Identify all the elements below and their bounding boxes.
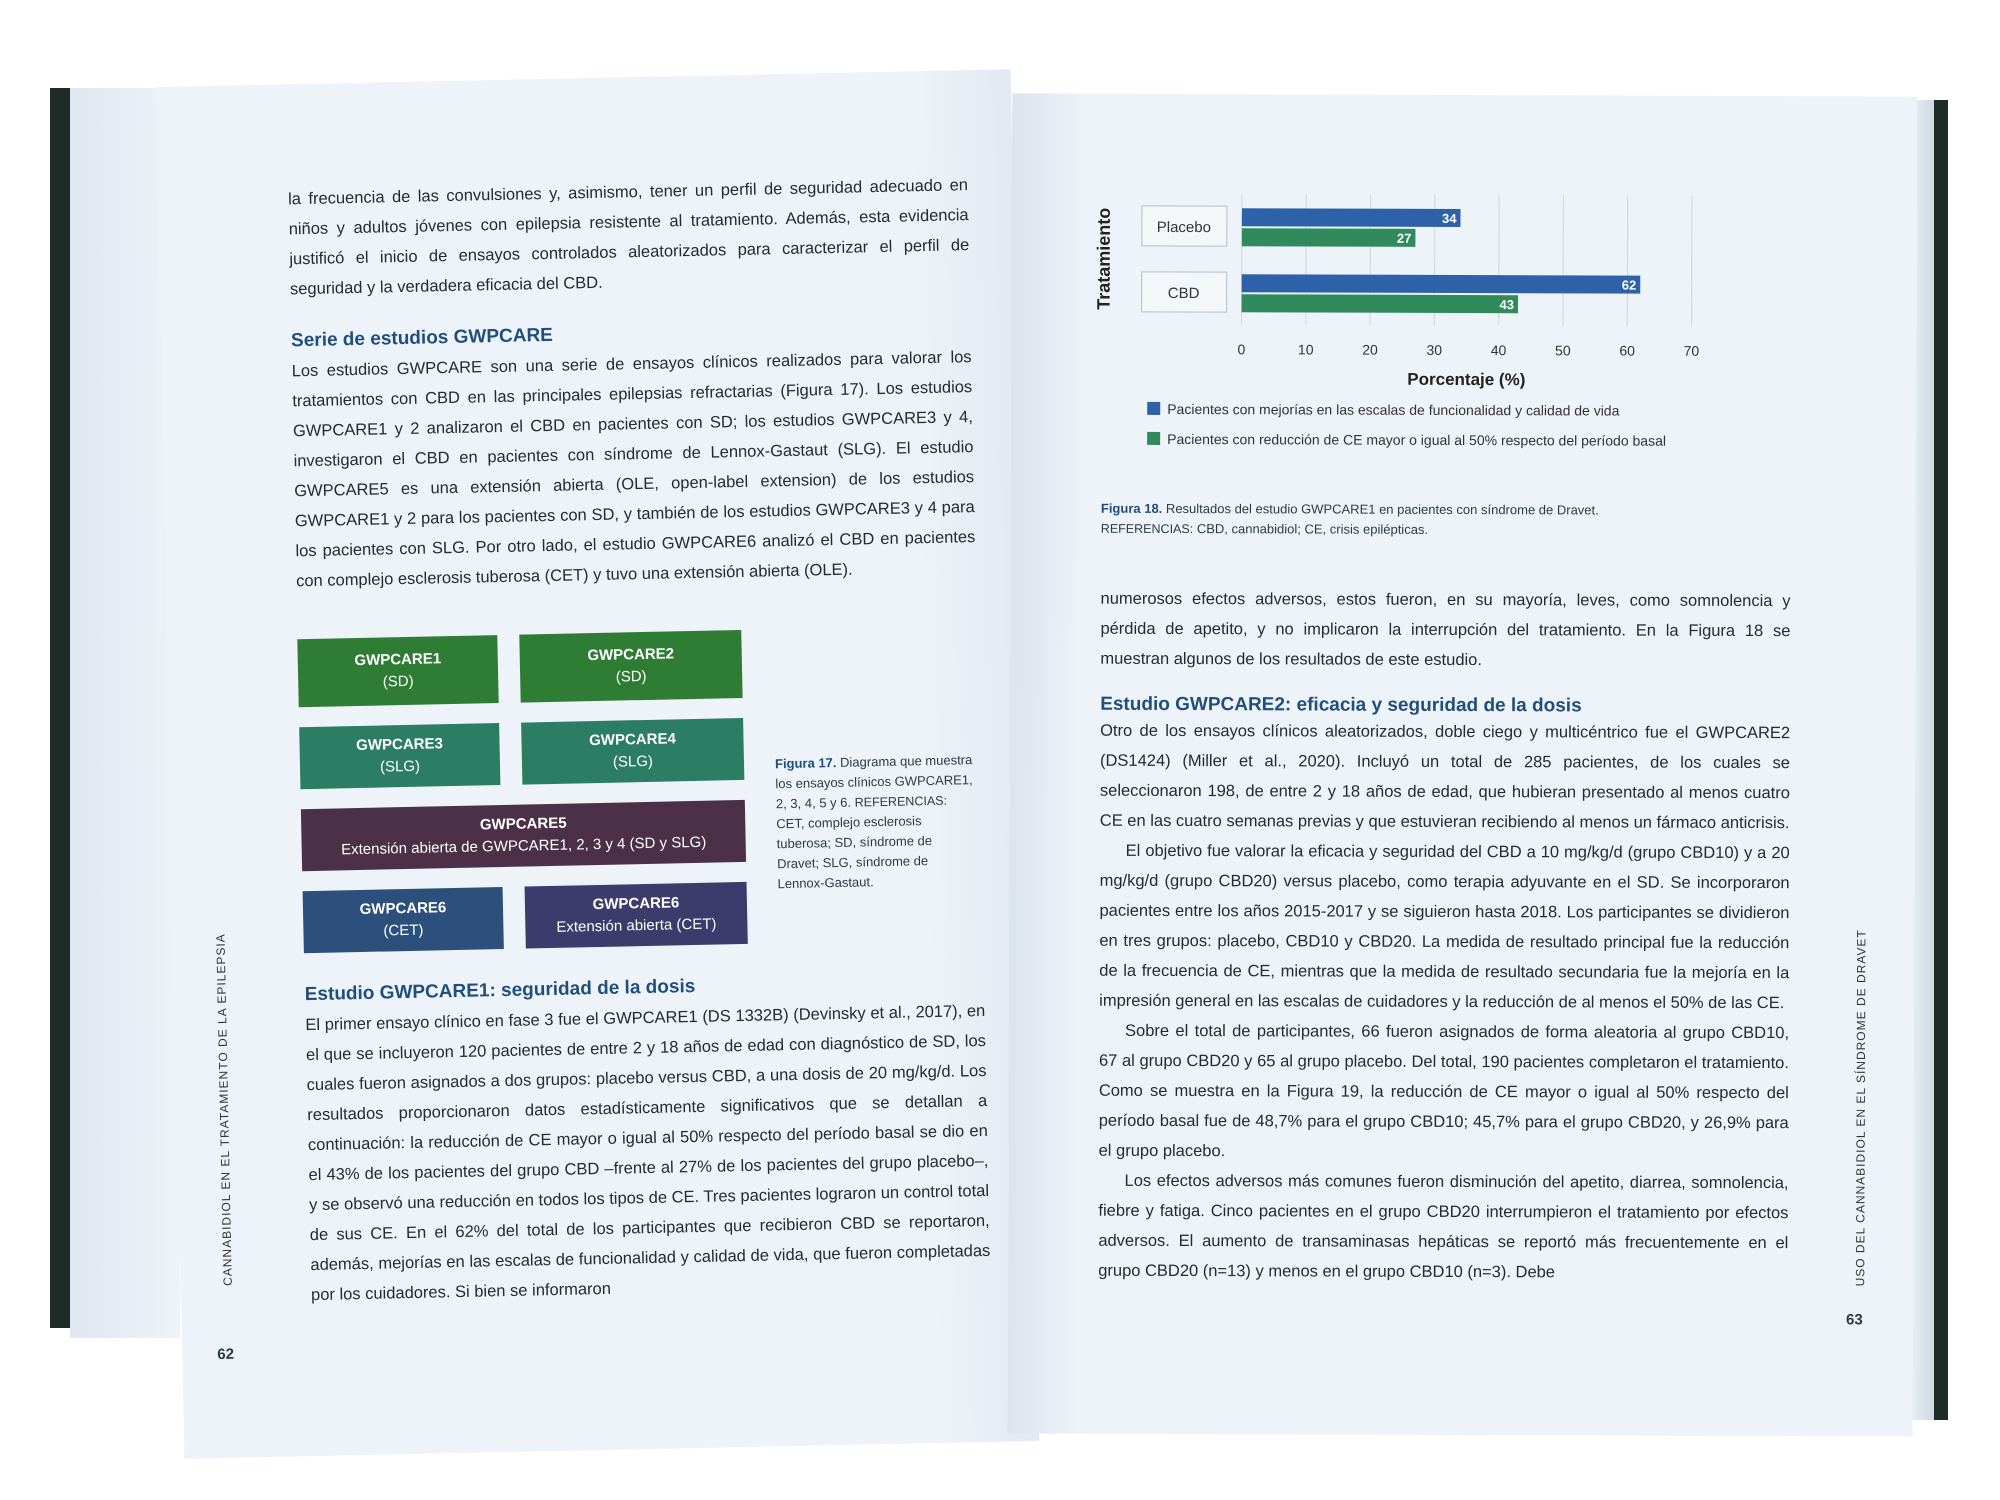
box-gwpcare1: GWPCARE1 (SD): [297, 635, 498, 707]
bar-cbd-series-1: [1242, 274, 1641, 293]
x-tick-label: 50: [1555, 342, 1571, 359]
x-tick-label: 20: [1362, 341, 1378, 358]
heading-gwpcare1: Estudio GWPCARE1: seguridad de la dosis: [304, 976, 696, 1006]
gwpcare-series-paragraph: Los estudios GWPCARE son una serie de ensayos clínicos realizados para valorar los tratamientos con CBD en las principales epilepsias refractarias (Figura 17). Los estudios GWPCARE1 y 2 analizaron el CBD en pacientes con SD; los estudios GWPCARE3 y 4, investigaron el CBD en pacientes con síndrome de Lennox-Gastaut (SLG). El estudio GWPCARE5 es una extensión abierta (OLE, open-label extension) de los estudios GWPCARE1 y 2 para los pacientes con SD, y también de los estudios GWPCARE3 y 4 para los pacientes con SLG. Por otro lado, el estudio GWPCARE6 analizó el CBD en pacientes con complejo esclerosis tuberosa (CET) y tuvo una extensión abierta (OLE).: [291, 348, 976, 591]
box-gwpcare6: GWPCARE6 (CET): [303, 887, 504, 953]
box-gwpcare2: GWPCARE2 (SD): [519, 630, 742, 703]
heading-gwpcare2: Estudio GWPCARE2: eficacia y seguridad de la dosis: [1100, 693, 1582, 717]
left-page: [156, 69, 1040, 1459]
bar-cbd-series-2: [1242, 294, 1518, 313]
gwpcare1-paragraph: El primer ensayo clínico en fase 3 fue el GWPCARE1 (DS 1332B) (Devinsky et al., 2017), en el que se incluyeron 120 pacientes de entre 2 y 18 años de edad con diagnóstico de SD, los cuales fueron asignados a dos grupos: placebo versus CBD, a una dosis de 20 mg/kg/d. Los resultados proporcionaron datos estadísticamente significativos que se detallan a continuación: la reducción de CE mayor o igual al 50% respecto del período basal se dio en el 43% de los pacientes del grupo CBD –frente al 27% de los pacientes del grupo placebo–, y se observó una reducción en todos los tipos de CE. Tres pacientes lograron un control total de sus CE. En el 62% del total de los participantes que recibieron CBD se reportaron, además, mejorías en las escalas de funcionalidad y calidad de vida, que fueron completadas por los cuidadores. Si bien se informaron: [305, 1001, 991, 1305]
data-label: 62: [1621, 277, 1637, 293]
intro-paragraph: la frecuencia de las convulsiones y, asimismo, tener un perfil de seguridad adecuado en niños y adultos jóvenes con epilepsia resistente al tratamiento. Además, esta evidencia justificó el inicio de ensayos controlados aleatorizados para caracterizar el perfil de seguridad y la verdadera eficacia del CBD.: [287, 176, 970, 299]
right-page: [1008, 93, 1918, 1436]
figure-17-caption: Figura 17. Diagrama que muestra los ensayos clínicos GWPCARE1, 2, 3, 4, 5 y 6. REFERENCIAS: CET, complejo esclerosis tuberosa; SD, síndrome de Dravet; SLG, síndrome de Lennox-Gastaut.: [774, 752, 973, 892]
running-head-right: USO DEL CANNABIDIOL EN EL SÍNDROME DE DRAVET: [1853, 929, 1869, 1287]
x-tick-label: 0: [1237, 341, 1246, 358]
data-label: 43: [1499, 297, 1515, 313]
x-tick-label: 60: [1619, 342, 1635, 359]
objective-paragraph: El objetivo fue valorar la eficacia y seguridad del CBD a 10 mg/kg/d (grupo CBD10) y a 20 mg/kg/d (grupo CBD20) versus placebo, como terapia adyuvante en el SD. Se incorporaron pacientes entre los años 2015-2017 y se siguieron hasta 2018. Los participantes se dividieron en tres grupos: placebo, CBD10 y CBD20. La medida de resultado principal fue la reducción de la frecuencia de CE, mientras que la medida de resultado secundaria fue la mejoría en la impresión general en las escalas de cuidadores y la reducción de al menos el 50% de las CE.: [1099, 841, 1790, 1013]
data-label: 27: [1396, 230, 1412, 246]
x-tick-label: 40: [1490, 342, 1507, 359]
gwpcare-diagram: [297, 630, 754, 959]
legend-swatch-1: [1147, 402, 1160, 415]
box-gwpcare3: GWPCARE3 (SLG): [299, 723, 500, 789]
x-axis-label: Porcentaje (%): [1407, 369, 1526, 390]
x-tick-label: 10: [1297, 341, 1314, 358]
side-effects-paragraph: Los efectos adversos más comunes fueron disminución del apetito, diarrea, somnolencia, fiebre y fatiga. Cinco pacientes en el grupo CBD20 interrumpieron el tratamiento por efectos adversos. El aumento de transaminasas hepáticas se reportó más frecuentemente en el grupo CBD20 (n=13) y menos en el grupo CBD10 (n=3). Debe: [1098, 1171, 1789, 1282]
page-number-right: 63: [1846, 1311, 1863, 1329]
gwpcare2-paragraph: Otro de los ensayos clínicos aleatorizados, doble ciego y multicéntrico fue el GWPCARE2 (DS1424) (Miller et al., 2020). Incluyó un total de 285 pacientes, de los cuales se seleccionaron 198, de entre 2 y 18 años de edad, que hubieran presentado al menos cuatro CE en las cuatro semanas previas y que estuvieran recibiendo al menos un fármaco anticrisis.: [1099, 721, 1791, 833]
bar-placebo-series-1: [1242, 208, 1461, 227]
legend-label-1: Pacientes con mejorías en las escalas de funcionalidad y calidad de vida: [1167, 400, 1620, 419]
box-gwpcare6-ole: GWPCARE6 Extensión abierta (CET): [525, 882, 748, 949]
data-label: 34: [1441, 210, 1457, 226]
participants-paragraph: Sobre el total de participantes, 66 fueron asignados de forma aleatoria al grupo CBD10, 67 al grupo CBD20 y 65 al grupo placebo. Del total, 190 pacientes completaron el tratamiento. Como se muestra en la Figura 19, la reducción de CE mayor o igual al 50% respecto del período basal fue de 48,7% para el grupo CBD10; 45,7% para el grupo CBD20, y 26,9% para el grupo placebo.: [1098, 1021, 1790, 1161]
bar-placebo-series-2: [1242, 228, 1416, 247]
legend-label-2: Pacientes con reducción de CE mayor o igual al 50% respecto del período basal: [1167, 430, 1667, 449]
legend-swatch-2: [1147, 432, 1160, 445]
x-tick-label: 70: [1683, 342, 1700, 359]
book-spine-left: [50, 88, 72, 1328]
box-gwpcare4: GWPCARE4 (SLG): [521, 718, 744, 785]
running-head-left: CANNABIDIOL EN EL TRATAMIENTO DE LA EPILEPSIA: [213, 933, 235, 1287]
figure-18-caption: Figura 18. Resultados del estudio GWPCARE1 en pacientes con síndrome de Dravet. REFERENCIAS: CBD, cannabidiol; CE, crisis epilépticas.: [1100, 500, 1599, 537]
adverse-effects-paragraph: numerosos efectos adversos, estos fueron, en su mayoría, leves, como somnolencia y pérdida de apetito, y no implicaron la interrupción del tratamiento. En la Figura 18 se muestran algunos de los resultados de este estudio.: [1100, 589, 1791, 670]
y-axis-label: Tratamiento: [1093, 207, 1114, 310]
category-label-placebo: Placebo: [1156, 218, 1212, 237]
category-label-cbd: CBD: [1167, 284, 1200, 303]
figure-18-bar-chart: [1091, 184, 1772, 506]
heading-gwpcare-series: Serie de estudios GWPCARE: [290, 324, 554, 352]
x-tick-label: 30: [1426, 341, 1443, 358]
page-number-left: 62: [217, 1345, 235, 1364]
box-gwpcare5: GWPCARE5 Extensión abierta de GWPCARE1, 2, 3 y 4 (SD y SLG): [301, 800, 746, 871]
